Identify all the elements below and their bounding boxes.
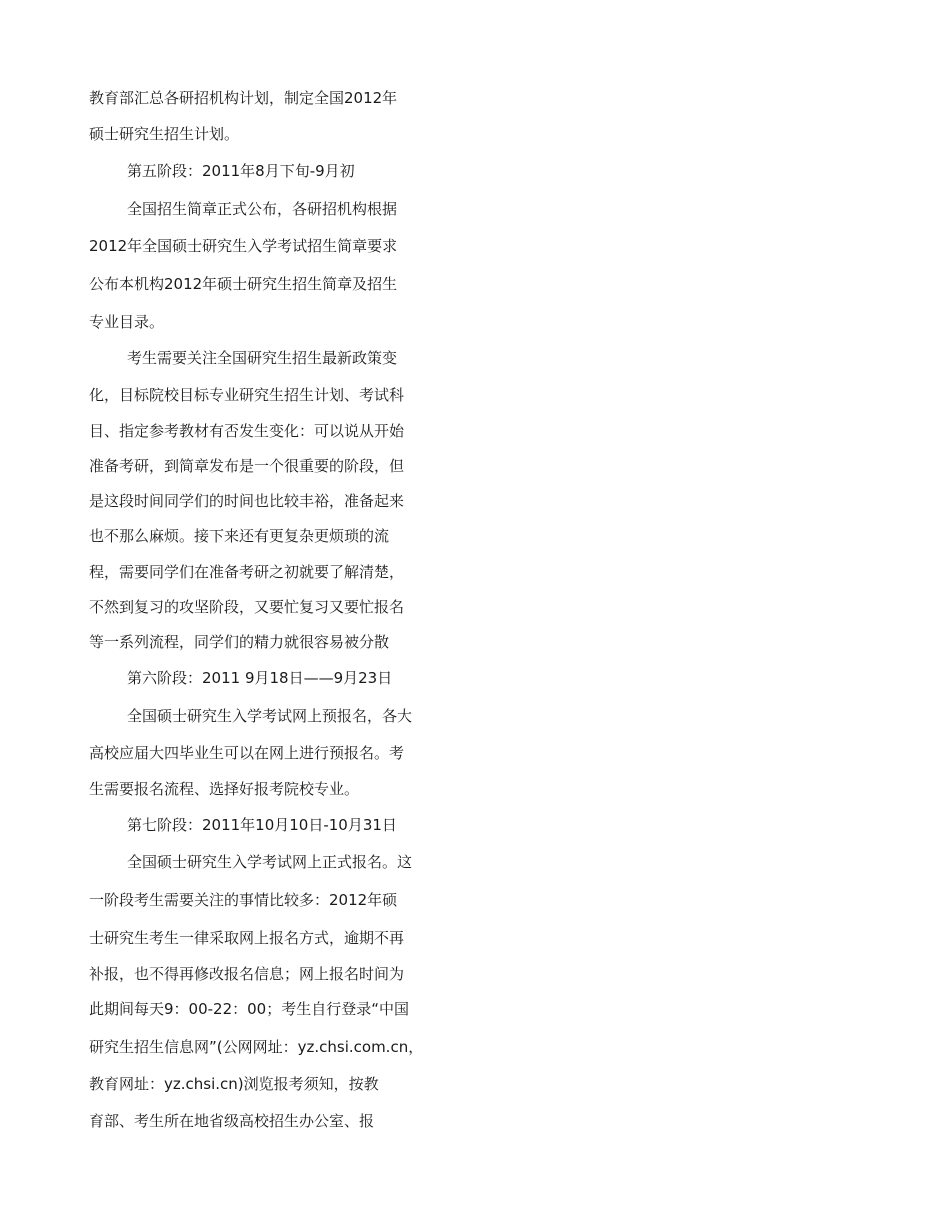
text-line: 硕士研究生招生计划。: [89, 125, 240, 143]
text-line: 全国硕士研究生入学考试网上预报名，各大: [127, 707, 413, 725]
text-line: 教育部汇总各研招机构计划，制定全国2012年: [89, 89, 398, 107]
section-heading-stage-7: 第七阶段：2011年10月10日-10月31日: [127, 816, 397, 834]
text-line: 不然到复习的攻坚阶段，又要忙复习又要忙报名: [89, 598, 405, 616]
text-line: 程，需要同学们在准备考研之初就要了解清楚，: [89, 563, 405, 581]
text-line: 研究生招生信息网”(公网网址：yz.chsi.com.cn，: [89, 1038, 424, 1056]
text-line: 补报，也不得再修改报名信息；网上报名时间为: [89, 965, 405, 983]
text-line: 化，目标院校目标专业研究生招生计划、考试科: [89, 386, 405, 404]
text-line: 2012年全国硕士研究生入学考试招生简章要求: [89, 237, 398, 255]
text-line: 全国招生简章正式公布，各研招机构根据: [127, 200, 398, 218]
text-line: 教育网址：yz.chsi.cn)浏览报考须知，按教: [89, 1075, 379, 1093]
text-line: 生需要报名流程、选择好报考院校专业。: [89, 780, 360, 798]
text-line: 是这段时间同学们的时间也比较丰裕，准备起来: [89, 492, 405, 510]
text-line: 考生需要关注全国研究生招生最新政策变: [127, 349, 398, 367]
text-line: 士研究生考生一律采取网上报名方式，逾期不再: [89, 929, 405, 947]
text-line: 全国硕士研究生入学考试网上正式报名。这: [127, 853, 413, 871]
text-line: 目、指定参考教材有否发生变化：可以说从开始: [89, 422, 405, 440]
section-heading-stage-6: 第六阶段：2011 9月18日——9月23日: [127, 669, 393, 687]
text-line: 一阶段考生需要关注的事情比较多：2012年硕: [89, 891, 398, 909]
text-line: 此期间每天9：00-22：00；考生自行登录“中国: [89, 1000, 409, 1018]
text-line: 等一系列流程，同学们的精力就很容易被分散: [89, 633, 390, 651]
text-line: 高校应届大四毕业生可以在网上进行预报名。考: [89, 744, 405, 762]
text-line: 育部、考生所在地省级高校招生办公室、报: [89, 1112, 375, 1130]
text-line: 准备考研，到简章发布是一个很重要的阶段，但: [89, 457, 405, 475]
text-line: 专业目录。: [89, 313, 165, 331]
text-line: 也不那么麻烦。接下来还有更复杂更烦琐的流: [89, 527, 390, 545]
text-line: 公布本机构2012年硕士研究生招生简章及招生: [89, 275, 398, 293]
section-heading-stage-5: 第五阶段：2011年8月下旬-9月初: [127, 162, 355, 180]
